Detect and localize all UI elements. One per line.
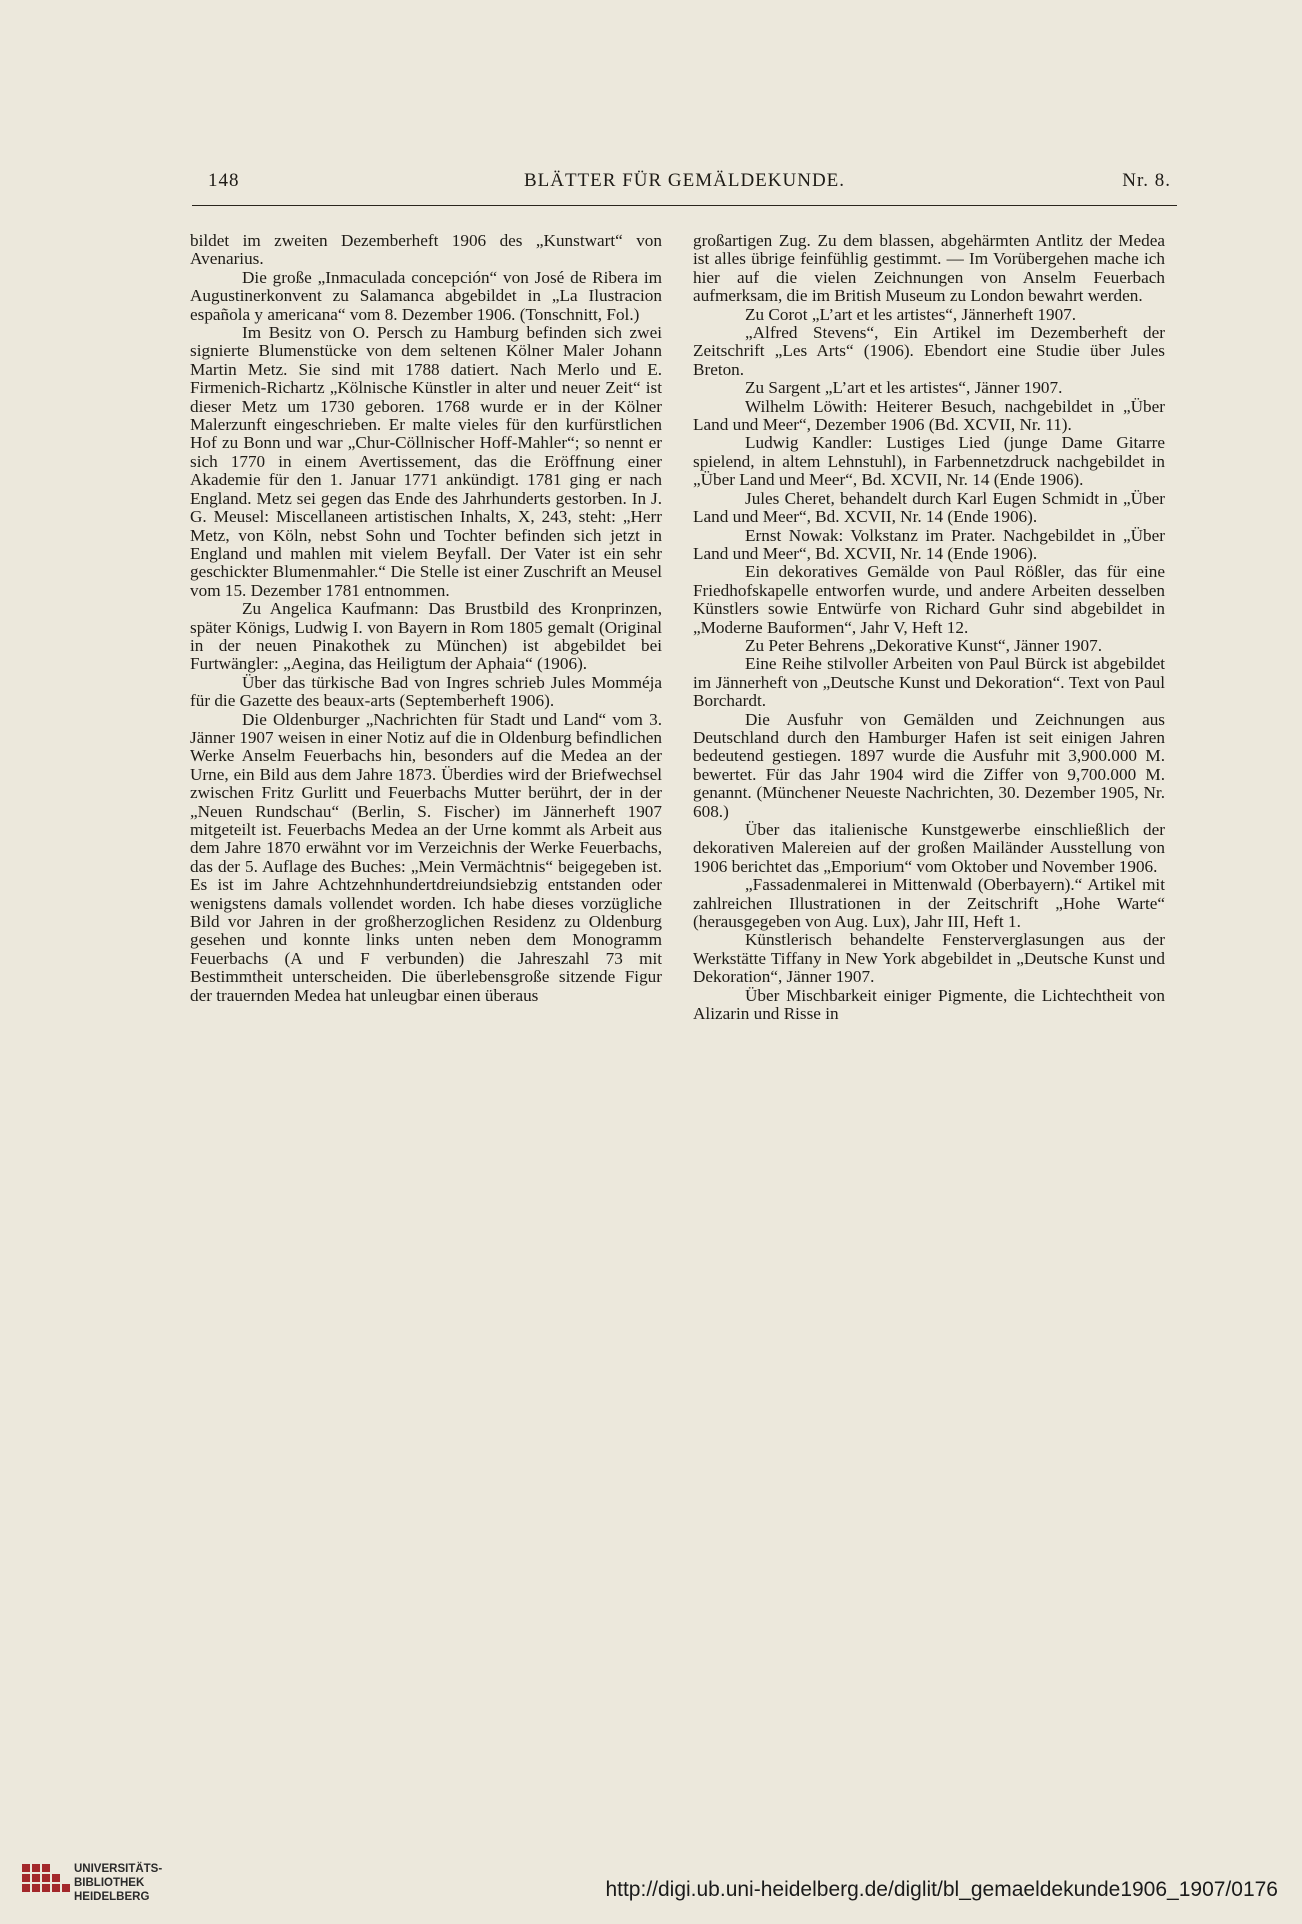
paragraph: Zu Corot „L’art et les artistes“, Jännerheft 1907. xyxy=(745,304,1077,324)
paragraph: Künstlerisch behandelte Fensterverglasungen aus der Werkstätte Tiffany in New York abgebildet in „Deutsche Kunst und Dekoration“, Jänner 1907. xyxy=(693,930,1165,987)
paragraph: Über das türkische Bad von Ingres schrieb Jules Momméja für die Gazette des beaux-arts (Septemberheft 1906). xyxy=(190,672,662,711)
paragraph: Die große „Inmaculada concepción“ von José de Ribera im Augustinerkonvent zu Salamanca abgebildet in „La Ilustracion española y americana“ vom 8. Dezember 1906. (Tonschnitt, Fol.) xyxy=(190,267,662,324)
paragraph: Über Mischbarkeit einiger Pigmente, die Lichtechtheit von Alizarin und Risse in xyxy=(693,985,1165,1024)
paragraph: Ludwig Kandler: Lustiges Lied (junge Dame Gitarre spielend, in altem Lehnstuhl), in Farbennetzdruck nachgebildet in „Über Land und Meer“, Bd. XCVII, Nr. 14 (Ende 1906). xyxy=(693,433,1165,490)
issue-number: Nr. 8. xyxy=(1122,170,1171,191)
paragraph: Zu Sargent „L’art et les artistes“, Jänner 1907. xyxy=(745,378,1063,398)
paragraph: „Fassadenmalerei in Mittenwald (Oberbayern).“ Artikel mit zahlreichen Illustrationen in der Zeitschrift „Hohe Warte“ (herausgegeben von Aug. Lux), Jahr III, Heft 1. xyxy=(693,875,1165,932)
paragraph: Ernst Nowak: Volkstanz im Prater. Nachgebildet in „Über Land und Meer“, Bd. XCVII, Nr. 14 (Ende 1906). xyxy=(693,525,1165,563)
paragraph: Die Oldenburger „Nachrichten für Stadt und Land“ vom 3. Jänner 1907 weisen in einer Notiz auf die in Oldenburg befindlichen Werke Anselm Feuerbachs hin, besonders auf die Medea an der Urne, ein Bild aus dem Jahre 1873. Überdies wird der Briefwechsel zwischen Fritz Gurlitt und Feuerbachs Mutter berührt, der in der „Neuen Rundschau“ (Berlin, S. Fischer) im Jännerheft 1907 mitgeteilt ist. Feuerbachs Medea an der Urne kommt als Arbeit aus dem Jahre 1870 erwähnt vor im Verzeichnis der Werke Feuerbachs, das der 5. Auflage des Buches: „Mein Vermächtnis“ beigegeben ist. Es ist im Jahre Achtzehnhundertdreiundsiebzig entstanden oder wenigstens damals vollendet worden. Ich habe dieses vorzügliche Bild vor Jahren in der großherzoglichen Residenz zu Oldenburg gesehen und konnte links unten neben dem Monogramm Feuerbachs (A und F verbunden) die Jahreszahl 73 mit Bestimmtheit unterscheiden. Die überlebensgroße sitzende Figur der trauernden Medea hat unleugbar einen überaus xyxy=(190,709,662,1005)
paragraph: Wilhelm Löwith: Heiterer Besuch, nachgebildet in „Über Land und Meer“, Dezember 1906 (Bd. XCVII, Nr. 11). xyxy=(693,396,1165,435)
paragraph: Zu Peter Behrens „Dekorative Kunst“, Jänner 1907. xyxy=(745,635,1103,655)
paragraph: Eine Reihe stilvoller Arbeiten von Paul Bürck ist abgebildet im Jännerheft von „Deutsche Kunst und Dekoration“. Text von Paul Borchardt. xyxy=(693,654,1165,711)
paragraph: bildet im zweiten Dezemberheft 1906 des „Kunstwart“ von Avenarius. xyxy=(190,231,662,269)
library-name-line: BIBLIOTHEK xyxy=(74,1877,145,1889)
header-rule xyxy=(192,205,1177,206)
library-name-line: HEIDELBERG xyxy=(74,1891,150,1903)
library-name-line: UNIVERSITÄTS- xyxy=(74,1863,163,1875)
running-header xyxy=(192,170,1177,200)
right-column xyxy=(693,232,1165,1023)
paragraph: großartigen Zug. Zu dem blassen, abgehärmten Antlitz der Medea ist alles übrige feinfühlig gestimmt. — Im Vorübergehen mache ich hier auf die vielen Zeichnungen von Anselm Feuerbach aufmerksam, die im British Museum zu London bewahrt werden. xyxy=(693,231,1165,306)
paragraph: Über das italienische Kunstgewerbe einschließlich der dekorativen Malereien auf der großen Mailänder Ausstellung von 1906 berichtet das „Emporium“ vom Oktober und November 1906. xyxy=(693,820,1165,876)
paragraph: Jules Cheret, behandelt durch Karl Eugen Schmidt in „Über Land und Meer“, Bd. XCVII, Nr. 14 (Ende 1906). xyxy=(693,488,1165,527)
journal-title: BLÄTTER FÜR GEMÄLDEKUNDE. xyxy=(523,170,846,191)
library-name xyxy=(74,1862,162,1904)
paragraph: Im Besitz von O. Persch zu Hamburg befinden sich zwei signierte Blumenstücke von dem seltenen Kölner Maler Johann Martin Metz. Sie sind mit 1788 datiert. Nach Merlo und E. Firmenich-Richartz „Kölnische Künstler in alter und neuer Zeit“ ist dieser Metz um 1730 geboren. 1768 wurde er in der Kölner Malerzunft eingeschrieben. Er malte vieles für den kurfürstlichen Hof zu Bonn und war „Chur-Cöllnischer Hoff-Mahler“; so nennt er sich 1770 in einem Avertissement, das die Eröffnung einer Akademie für den 1. Januar 1771 ankündigt. 1781 ging er nach England. Metz sei gegen das Ende des Jahrhunderts gestorben. In J. G. Meusel: Miscellaneen artistischen Inhalts, X, 243, steht: „Herr Metz, von Köln, nebst Sohn und Tochter befinden sich jetzt in England und mahlen mit vielem Beyfall. Der Vater ist ein sehr geschickter Blumenmahler.“ Die Stelle ist einer Zuschrift an Meusel vom 15. Dezember 1781 entnommen. xyxy=(190,323,662,600)
paragraph: „Alfred Stevens“, Ein Artikel im Dezemberheft der Zeitschrift „Les Arts“ (1906). Ebendort eine Studie über Jules Breton. xyxy=(693,323,1165,379)
left-column xyxy=(190,232,662,1005)
paragraph: Zu Angelica Kaufmann: Das Brustbild des Kronprinzen, später Königs, Ludwig I. von Bayern in Rom 1805 gemalt (Original in der neuen Pinakothek zu München) ist abgebildet bei Furtwängler: „Aegina, das Heiligtum der Aphaia“ (1906). xyxy=(190,599,662,674)
source-url: http://digi.ub.uni-heidelberg.de/diglit/bl_gemaeldekunde1906_1907/0176 xyxy=(605,1878,1278,1901)
paragraph: Ein dekoratives Gemälde von Paul Rößler, das für eine Friedhofskapelle entworfen wurde, und andere Arbeiten desselben Künstlers sowie Entwürfe von Richard Guhr sind abgebildet in „Moderne Bauformen“, Jahr V, Heft 12. xyxy=(693,562,1165,637)
page-number: 148 xyxy=(208,170,240,191)
paragraph: Die Ausfuhr von Gemälden und Zeichnungen aus Deutschland durch den Hamburger Hafen ist seit einigen Jahren bedeutend gestiegen. 1897 wurde die Ausfuhr mit 3,900.000 M. bewertet. Für das Jahr 1904 wird die Ziffer von 9,700.000 M. genannt. (Münchener Neueste Nachrichten, 30. Dezember 1905, Nr. 608.) xyxy=(693,709,1165,821)
